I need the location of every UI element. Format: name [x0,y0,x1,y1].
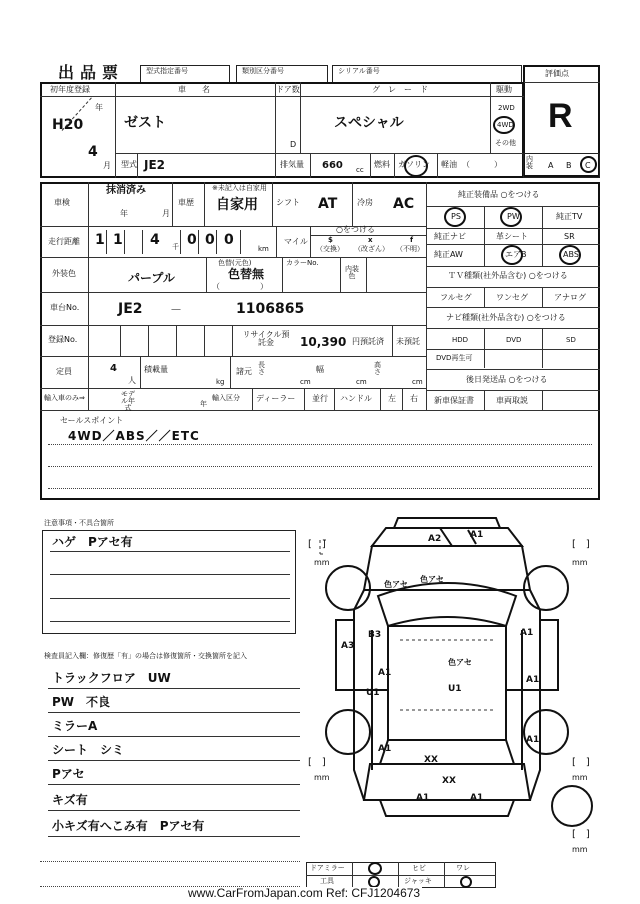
tread-bracket: [ ] [572,757,590,768]
chassis-prefix: JE2 [118,301,143,317]
chassis-dash: － [170,303,183,317]
color-change-label: 色替(元色) [218,259,252,267]
watermark-text: www.CarFromJapan.com Ref: CFJ1204673 [188,886,421,900]
mileage-digit: 0 [187,232,197,248]
inspector-line: キズ有 [52,793,88,807]
tread-bracket: [ ] [572,539,590,550]
sales-point-text: 4WD／ABS／／ETC [68,429,200,443]
length-cm: cm [300,378,311,386]
damage-mark: A1 [470,530,484,540]
doors-label: ドア数 [276,85,300,94]
recycle-value: 10,390 [300,335,347,349]
tv-oneseg: ワンセグ [496,293,528,302]
tv-type-title: ＴＶ種類(社外品含む) ○をつける [448,271,568,280]
damage-mark: A1 [520,628,534,638]
person-label: 人 [128,376,136,385]
crack-label: ワレ [456,864,470,872]
aftermarket-title: 後日発送品 ○をつける [466,375,548,384]
damage-mark: U1 [448,684,462,694]
color-no-label: カラーNo. [286,259,319,267]
damage-mark: A1 [416,793,430,803]
interior-label: 内装 [526,155,533,170]
tread-mm: mm [572,773,588,782]
factory-equipment-title: 純正装備品 ○をつける [458,190,540,199]
recycle-unit: 円預託済 [352,337,384,346]
car-name-label: 車 名 [178,85,210,94]
length-label: 長さ [258,361,265,376]
navi-dvd: DVD [506,336,522,344]
ac-label: 冷房 [357,198,373,207]
tread-bracket: [ ] [308,757,326,768]
import-year: 年 [200,400,207,408]
model-cert-label: 型式指定番号 [146,67,188,75]
fuel-diesel: 軽油 [441,160,457,169]
chassis-label: 車台No. [50,303,80,312]
reg-no-label: 登録No. [48,335,78,344]
score-label: 評価点 [545,69,569,78]
equip-abs-circle [559,245,581,265]
mile-opt2-b: （改ざん） [354,245,389,253]
equip-navi: 純正ナビ [434,232,466,241]
mileage-label: 走行距離 [48,237,80,246]
tread-mm: mm [314,558,330,567]
color-paren: （ ） [212,282,268,291]
damage-mark: 色アセ [420,575,444,584]
handle-label: ハンドル [340,394,372,403]
capacity-label: 定員 [56,367,72,376]
damage-mark: U1 [366,688,380,698]
notes-line-1: ハゲ Pアセ有 [52,535,133,549]
damage-mark: 色アセ [384,580,408,589]
tread-mm: mm [314,773,330,782]
mile-opt3-a: f [410,236,414,244]
color-label: 外装色 [52,269,76,278]
mileage-digits [88,226,274,257]
jack-circle [460,876,472,888]
drive-4wd: 4WD [497,121,514,129]
damage-mark: A1 [526,735,540,745]
recycle-label: リサイクル預託金 [242,330,290,347]
score-value: R [548,97,573,135]
color-value: パープル [128,271,175,285]
interior-c-circle [580,156,597,173]
fuel-paren: （ ） [462,160,502,169]
equip-airbag-circle [501,245,523,265]
cc-label: cc [356,166,364,174]
mileage-circle-note: ○をつける [336,225,375,234]
mileage-digit: 0 [224,232,234,248]
import-label: 輸入車のみ⇒ [44,394,85,402]
history-note: ※未記入は自家用 [212,184,267,192]
sheet-title: 出品票 [58,63,125,82]
tread-bracket: [ ] [572,829,590,840]
tread-mm: mm [572,845,588,854]
first-reg-era: H20 [52,117,84,133]
shift-label: シフト [276,198,300,207]
damage-mark: A2 [428,534,442,544]
mileage-digit: 1 [95,232,105,248]
km-label: km [258,245,269,253]
damage-mark: A3 [341,641,355,651]
car-name: ゼスト [124,115,166,131]
equip-pw: PW [507,212,520,221]
tv-fullseg: フルセグ [440,293,472,302]
shaken-month: 月 [162,209,170,218]
mileage-digit: 0 [205,232,215,248]
capacity-value: 4 [110,363,117,374]
inspector-line: ミラーA [52,719,98,733]
inspector-line: 小キズ有へこみ有 Pアセ有 [52,819,205,833]
door-mirror-label: ドアミラー [310,864,345,872]
mile-opt3-b: （不明） [396,245,424,253]
recycle-unpaid: 未預託 [396,337,420,346]
color-change-value: 色替無 [228,267,265,281]
width-cm: cm [356,378,367,386]
chassis-number: 1106865 [236,301,305,317]
first-reg-month: 4 [88,144,98,160]
equip-ps: PS [451,212,461,221]
shaken-year: 年 [120,209,128,218]
equip-abs: ABS [563,250,579,259]
equip-aw: 純正AW [434,250,463,259]
interior-a: A [548,161,554,170]
damage-mark: A1 [526,675,540,685]
serial-label: シリアル番号 [338,67,380,75]
category-label: 類別区分番号 [242,67,284,75]
damage-mark: 色アセ [448,658,472,667]
damage-mark: XX [424,755,438,765]
ac-value: AC [393,196,415,212]
interior-c: C [585,161,591,170]
damage-mark: A1 [470,793,484,803]
scratch-label: ヒビ [412,864,426,872]
history-value: 自家用 [216,197,258,213]
fuel-label: 燃料 [374,160,390,169]
displacement-value: 660 [322,160,343,171]
fuel-gasoline-circle [404,155,428,177]
inspector-line: シート シミ [52,743,125,757]
mile-opt1-a: $ [328,236,333,244]
door-mirror-circle [368,862,382,875]
kg-label: kg [216,378,225,386]
mileage-digit: 4 [150,232,160,248]
drive-other: その他 [495,139,516,147]
height-label: 高さ [374,361,381,376]
height-cm: cm [412,378,423,386]
jack-label: ジャッキ [404,877,432,885]
mile-label: マイル [284,237,308,246]
damage-mark: XX [442,776,456,786]
equip-leather: 革シート [496,232,528,241]
tread-bracket: [ ] [308,539,326,550]
inspector-label: 検査員記入欄：修復歴「有」の場合は修復箇所・交換箇所を記入 [44,652,247,660]
navi-dvd-play: DVD再生可 [436,354,473,362]
thousand-label: 千 [172,243,179,251]
model-label: 型式 [121,160,137,169]
inspector-list [48,668,302,848]
fuel-gasoline: ガソリン [398,160,430,169]
dims-label: 諸元 [236,367,252,376]
interior-b: B [566,161,572,170]
inspector-line: Pアセ [52,767,85,781]
drive-label: 駆動 [496,85,512,94]
car-damage-diagram [300,510,608,846]
handle-left: 左 [388,394,396,403]
equip-ps-circle [444,207,466,227]
parallel-option: 並行 [312,394,328,403]
mile-opt2-a: x [368,236,373,244]
shaken-label: 車検 [54,198,70,207]
width-label: 幅 [316,365,324,374]
inspector-line: トラックフロア UW [52,671,171,685]
equip-airbag: エアB [505,250,527,259]
mile-opt1-b: （交換） [316,245,344,253]
dealer-option: ディーラー [256,394,296,403]
navi-hdd: HDD [452,336,469,344]
doors-value: D [290,140,297,149]
notes-label: 注意事項・不具合箇所 [44,519,114,527]
mileage-digit: 1 [113,232,123,248]
damage-mark: A1 [378,744,392,754]
first-reg-month-label: 月 [103,161,111,170]
import-class-label: 輸入区分 [212,394,240,402]
damage-mark: B3 [368,630,382,640]
tv-analog: アナログ [554,293,586,302]
shift-value: AT [318,196,338,212]
grade-label: グ レ ー ド [372,85,428,94]
first-reg-label: 初年度登録 [50,85,90,94]
shaken-value: 抹消済み [106,185,146,196]
equip-sr: SR [564,232,575,241]
first-reg-year-label: 年 [95,103,103,112]
load-label: 積載量 [144,365,168,374]
grade-value: スペシャル [334,115,404,131]
equip-tv: 純正TV [556,212,583,221]
handle-right: 右 [410,394,418,403]
sales-point-label: セールスポイント [60,416,124,425]
vehicle-manual: 車両取説 [496,396,528,405]
damage-mark: A1 [378,668,392,678]
navi-sd: SD [566,336,576,344]
new-car-warranty: 新車保証書 [434,396,474,405]
equip-pw-circle [500,207,522,227]
drive-2wd: 2WD [498,104,515,112]
tread-mm: mm [572,558,588,567]
tools-label: 工具 [320,877,334,885]
model-year-label: モデル年式 [121,390,135,412]
model-value: JE2 [144,158,166,172]
inspector-line: PW 不良 [52,695,111,709]
displacement-label: 排気量 [280,160,304,169]
drive-4wd-circle [493,116,515,134]
history-label: 車歴 [178,198,194,207]
interior-color-label: 内装色 [345,265,359,280]
navi-type-title: ナビ種類(社外品含む) ○をつける [446,313,566,322]
